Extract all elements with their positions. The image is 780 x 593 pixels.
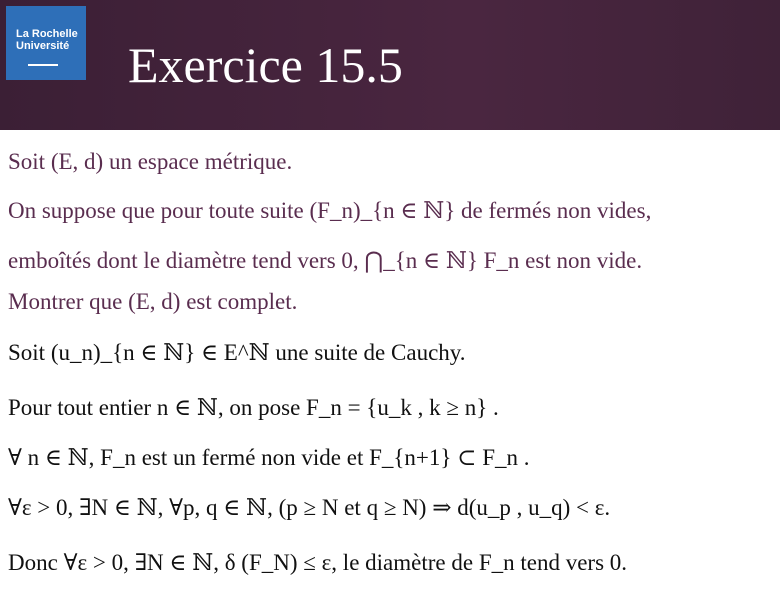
logo-line2: Université [16, 40, 70, 52]
slide-header [0, 0, 780, 130]
line-5-text: Soit (u_n)_{n ∈ ℕ} ∈ E^ℕ une suite de Cauchy. [8, 340, 466, 365]
line-2-text: On suppose que pour toute suite (F_n)_{n ∈ ℕ} de fermés non vides, [8, 198, 652, 223]
proof-line-1 [8, 338, 466, 368]
line-9-text: Donc ∀ε > 0, ∃N ∈ ℕ, δ (F_N) ≤ ε, le diamètre de F_n tend vers 0. [8, 550, 628, 575]
statement-line-1 [8, 147, 292, 177]
line-1-text: Soit (E, d) un espace métrique. [8, 149, 293, 174]
line-8-text: ∀ε > 0, ∃N ∈ ℕ, ∀p, q ∈ ℕ, (p ≥ N et q ≥ N) ⇒ d(u_p , u_q) < ε. [8, 495, 611, 520]
university-logo [6, 6, 86, 80]
slide-title: Exercice 15.5 [128, 37, 403, 93]
statement-line-2 [8, 196, 651, 226]
proof-line-4 [8, 493, 610, 523]
proof-line-3 [8, 443, 530, 473]
logo-bar [28, 64, 58, 66]
statement-line-4 [8, 287, 297, 317]
line-4-text: Montrer que (E, d) est complet. [8, 289, 298, 314]
line-3-text: emboîtés dont le diamètre tend vers 0, ⋂_{n ∈ ℕ} F_n est non vide. [8, 248, 643, 273]
statement-line-3 [8, 246, 642, 276]
line-7-text: ∀ n ∈ ℕ, F_n est un fermé non vide et F_{n+1} ⊂ F_n . [8, 445, 530, 470]
line-6-text: Pour tout entier n ∈ ℕ, on pose F_n = {u_k , k ≥ n} . [8, 395, 499, 420]
logo-line1: La Rochelle [16, 28, 78, 40]
proof-line-5 [8, 548, 627, 578]
proof-line-2 [8, 393, 499, 423]
